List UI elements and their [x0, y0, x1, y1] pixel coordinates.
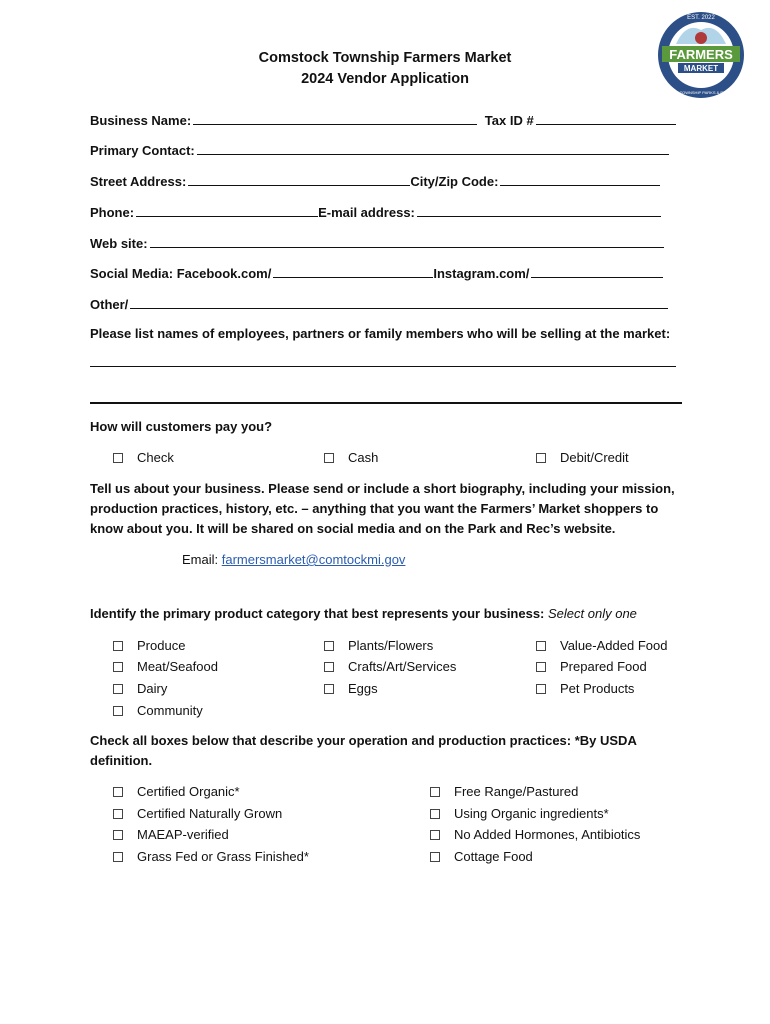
business-name-field[interactable] [193, 111, 477, 125]
checkbox[interactable] [324, 662, 334, 672]
category-label: Plants/Flowers [348, 638, 434, 653]
payment-option-label: Debit/Credit [560, 450, 629, 465]
website-row [90, 234, 664, 251]
practice-no-added-hormones[interactable] [430, 827, 640, 842]
checkbox[interactable] [324, 641, 334, 651]
checkbox[interactable] [324, 684, 334, 694]
checkbox[interactable] [113, 809, 123, 819]
about-email-link[interactable]: farmersmarket@comtockmi.gov [221, 552, 406, 567]
category-label: Meat/Seafood [137, 659, 218, 674]
checkbox[interactable] [113, 706, 123, 716]
payment-option-debit-credit[interactable] [536, 450, 629, 465]
about-email-row [182, 552, 405, 567]
primary-contact-label: Primary Contact: [90, 143, 195, 158]
about-email-label: Email: [182, 552, 219, 567]
category-label: Value-Added Food [560, 638, 668, 653]
about-line-3: know about you. It will be shared on social media and on the Park and Rec’s website. [90, 521, 616, 536]
employees-prompt: Please list names of employees, partners or family members who will be selling at the market: [90, 326, 671, 341]
category-label: Dairy [137, 681, 168, 696]
facebook-field[interactable] [273, 264, 433, 278]
section-divider [90, 402, 682, 404]
practice-maeap-verified[interactable] [113, 827, 229, 842]
category-community[interactable] [113, 703, 203, 718]
category-question: Identify the primary product category that best represents your business: [90, 606, 545, 621]
practice-organic-ingredients[interactable] [430, 806, 609, 821]
logo-ring-text: COMSTOCK TOWNSHIP PARKS & RECREATION [656, 90, 746, 95]
practice-label: Certified Organic* [137, 784, 240, 799]
logo-top-text: EST. 2022 [687, 15, 715, 21]
category-question-row [90, 606, 637, 621]
checkbox[interactable] [536, 453, 546, 463]
logo-sub-text: MARKET [683, 64, 719, 73]
practice-label: Grass Fed or Grass Finished* [137, 849, 309, 864]
category-label: Produce [137, 638, 186, 653]
practices-question-line-1: Check all boxes below that describe your operation and production practices: *By USDA [90, 733, 637, 748]
checkbox[interactable] [536, 684, 546, 694]
business-name-row [90, 111, 676, 128]
practice-label: Using Organic ingredients* [454, 806, 609, 821]
category-label: Eggs [348, 681, 378, 696]
checkbox[interactable] [324, 453, 334, 463]
category-label: Prepared Food [560, 659, 647, 674]
other-label: Other/ [90, 297, 129, 312]
about-line-1: Tell us about your business. Please send or include a short biography, including your mission, [90, 481, 675, 496]
category-prepared-food[interactable] [536, 659, 647, 674]
social-media-row [90, 264, 663, 281]
checkbox[interactable] [113, 852, 123, 862]
tax-id-field[interactable] [536, 111, 676, 125]
payment-option-cash[interactable] [324, 450, 378, 465]
employees-field[interactable] [90, 352, 676, 367]
city-zip-label: City/Zip Code: [410, 174, 499, 189]
checkbox[interactable] [113, 662, 123, 672]
website-label: Web site: [90, 236, 148, 251]
city-zip-field[interactable] [500, 172, 660, 186]
checkbox[interactable] [113, 453, 123, 463]
practice-label: Free Range/Pastured [454, 784, 579, 799]
phone-row [90, 203, 661, 220]
practice-label: MAEAP-verified [137, 827, 229, 842]
street-address-field[interactable] [188, 172, 410, 186]
checkbox[interactable] [113, 641, 123, 651]
category-label: Pet Products [560, 681, 635, 696]
category-eggs[interactable] [324, 681, 378, 696]
category-meat-seafood[interactable] [113, 659, 218, 674]
email-label: E-mail address: [318, 205, 415, 220]
payment-option-label: Check [137, 450, 174, 465]
checkbox[interactable] [536, 662, 546, 672]
practices-question-line-2: definition. [90, 753, 153, 768]
instagram-field[interactable] [531, 264, 663, 278]
about-line-2: production practices, history, etc. – anything that you want the Farmers’ Market shoppers to [90, 501, 659, 516]
practice-cottage-food[interactable] [430, 849, 533, 864]
other-field[interactable] [130, 295, 668, 309]
checkbox[interactable] [113, 787, 123, 797]
primary-contact-field[interactable] [197, 141, 669, 155]
checkbox[interactable] [430, 787, 440, 797]
instagram-label: Instagram.com/ [433, 266, 530, 281]
category-value-added-food[interactable] [536, 638, 667, 653]
checkbox[interactable] [113, 684, 123, 694]
business-name-label: Business Name: [90, 113, 192, 128]
checkbox[interactable] [430, 852, 440, 862]
street-address-row [90, 172, 660, 189]
payment-option-label: Cash [348, 450, 379, 465]
checkbox[interactable] [430, 830, 440, 840]
category-label: Crafts/Art/Services [348, 659, 457, 674]
category-label: Community [137, 703, 203, 718]
category-plants-flowers[interactable] [324, 638, 433, 653]
logo-main-text: FARMERS [669, 47, 733, 62]
page-title: Comstock Township Farmers Market [258, 50, 512, 66]
category-pet-products[interactable] [536, 681, 634, 696]
payment-option-check[interactable] [113, 450, 174, 465]
practice-certified-naturally-grown[interactable] [113, 806, 282, 821]
practice-free-range[interactable] [430, 784, 578, 799]
practice-label: Cottage Food [454, 849, 533, 864]
street-address-label: Street Address: [90, 174, 187, 189]
category-produce[interactable] [113, 638, 185, 653]
phone-field[interactable] [136, 203, 318, 217]
email-field[interactable] [417, 203, 661, 217]
practice-label: Certified Naturally Grown [137, 806, 283, 821]
checkbox[interactable] [113, 830, 123, 840]
tax-id-label: Tax ID # [484, 113, 534, 128]
practice-grass-fed[interactable] [113, 849, 309, 864]
page-subtitle: 2024 Vendor Application [301, 71, 469, 87]
checkbox[interactable] [536, 641, 546, 651]
practice-label: No Added Hormones, Antibiotics [454, 827, 641, 842]
checkbox[interactable] [430, 809, 440, 819]
category-hint: Select only one [548, 606, 637, 621]
facebook-label: Social Media: Facebook.com/ [90, 266, 272, 281]
primary-contact-row [90, 141, 669, 158]
payment-question: How will customers pay you? [90, 419, 273, 434]
phone-label: Phone: [90, 205, 135, 220]
category-crafts-art-services[interactable] [324, 659, 456, 674]
category-dairy[interactable] [113, 681, 167, 696]
other-row [90, 295, 668, 312]
website-field[interactable] [150, 234, 664, 248]
practice-certified-organic[interactable] [113, 784, 240, 799]
